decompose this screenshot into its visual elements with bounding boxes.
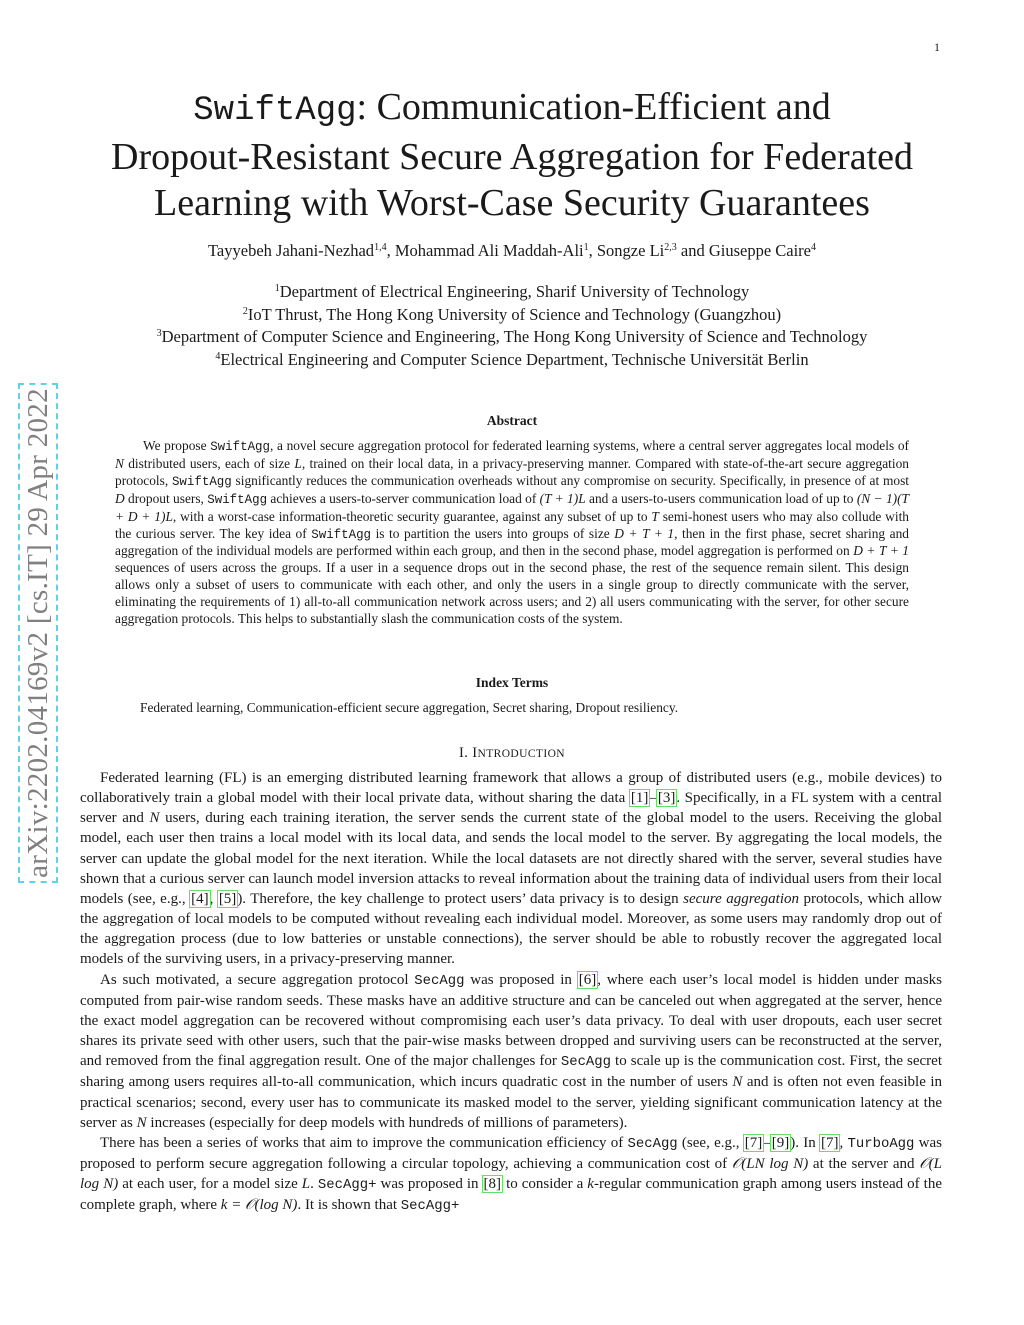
citation-8[interactable]: [8] (483, 1176, 502, 1193)
affiliations (60, 281, 964, 371)
citation-3[interactable]: [3] (657, 790, 676, 807)
citation-9[interactable]: [9] (771, 1134, 790, 1151)
index-terms-heading: Index Terms (475, 675, 549, 690)
affiliation-4: $^4$Electrical Engineering and Computer Science Department, Technische Universität Berlin (215, 349, 809, 369)
title-protocol: SwiftAgg (193, 92, 357, 130)
citation-7b[interactable]: [7] (820, 1134, 839, 1151)
abstract-body: We propose SwiftAgg, a novel secure aggregation protocol for federated learning systems, where a central server aggregates local models of N distributed users, each of size L, trained on their local data, in a privacy-preserving manner. Compared with state-of-the-art secure aggregation protocols, SwiftAgg significantly reduces the communication overheads without any compromise on security. Specifically, in presence of at most D dropout users, SwiftAgg achieves a users-to-server communication load of (T + 1)L and a users-to-users communication load of up to (N − 1)(T + D + 1)L, with a worst-case information-theoretic security guarantee, against any subset of up to T semi-honest users who may also collude with the curious server. The key idea of SwiftAgg is to partition the users into groups of size D + T + 1, then in the first phase, secret sharing and aggregation of the individual models are performed within each group, and then in the second phase, model aggregation is performed on D + T + 1 sequences of users across the groups. If a user in a sequence drops out in the second phase, the rest of the sequence remain silent. This design allows only a subset of users to communicate with each other, and only the users in a single group to directly communicate with the server, eliminating the requirements of 1) all-to-all communication network across users; and 2) all users communicating with the server, for other secure aggregation protocols. This helps to substantially slash the communication costs of the system. (115, 438, 910, 627)
intro-paragraph-2: As such motivated, a secure aggregation protocol SecAgg was proposed in [6], where each user’s local model is hidden under masks computed from pair-wise random seeds. These masks have an additive structure and can be canceled out when aggregated at the server, hence the exact model aggregation can be recovered without compromising each user’s data privacy. To deal with user dropouts, each user secret shares its private seed with other users, such that the pair-wise masks between dropped and surviving users can be reconstructed at the server, and removed from the final aggregation result. One of the major challenges for SecAgg to scale up is the communication cost. First, the secret sharing among users requires all-to-all communication, which incurs quadratic cost in the number of users N and is often not even feasible in practical scenarios; second, every user has to communicate its masked model to the server, yielding significant communication latency at the server as N increases (especially for deep models with hundreds of millions of parameters). (80, 971, 942, 1131)
affiliation-2: $^2$IoT Thrust, The Hong Kong University of Science and Technology (Guangzhou) (242, 304, 782, 324)
introduction-body (80, 768, 942, 1216)
citation-4[interactable]: [4] (191, 890, 209, 907)
citation-1[interactable]: [1] (630, 790, 649, 807)
page-number: 1 (934, 40, 940, 54)
citation-7[interactable]: [7] (744, 1134, 763, 1151)
affiliation-1: $^1$Department of Electrical Engineering, Sharif University of Technology (274, 282, 750, 301)
intro-paragraph-1: Federated learning (FL) is an emerging distributed learning framework that allows a group of distributed users (e.g., mobile devices) to collaboratively train a global model with their local private data, without sharing the data [1]–[3]. Specifically, in a FL system with a central server and N users, during each training iteration, the server sends the current state of the global model to the users. Receiving the global model, each user then trains a local model with its local data, and sends the local model to the server. By aggregating the local models, the server can update the global model for the next iteration. While the local datasets are not directly shared with the server, several studies have shown that a curious server can launch model inversion attacks to reveal information about the training data of individual users from their local models (see, e.g., [4], [5]). Therefore, the key challenge to protect users’ data privacy is to design secure aggregation protocols, which allow the aggregation of local models to be computed without revealing each individual model. Moreover, as some users may randomly drop out of the aggregation process (due to low batteries or unstable connections), the server should be able to robustly recover the aggregated local models of the surviving users, in a privacy-preserving manner. (80, 770, 942, 968)
citation-6[interactable]: [6] (578, 971, 597, 988)
intro-paragraph-3: There has been a series of works that aim to improve the communication efficiency of SecAgg (see, e.g., [7]–[9]). In [7], TurboAgg was proposed to perform secure aggregation following a circular topology, achieving a communication cost of 𝒪(LN log N) at the server and 𝒪(L log N) at each user, for a model size L. SecAgg+ was proposed in [8] to consider a k-regular communication graph among users instead of the complete graph, where k = 𝒪(log N). It is shown that SecAgg+ (80, 1134, 943, 1215)
paper-title: SwiftAgg: Communication-Efficient and Dropout-Resistant Secure Aggregation for Federated Learning with Worst-Case Security Guarantees (111, 86, 913, 224)
author-list: Tayyebeh Jahani-Nezhad$^{1,4}$, Mohammad Ali Maddah-Ali$^1$, Songze Li$^{2,3}$ and Giuseppe Caire$^4$ (208, 241, 816, 260)
arxiv-stamp[interactable]: arXiv:2202.04169v2 [cs.IT] 29 Apr 2022 (18, 383, 58, 883)
index-terms: Federated learning, Communication-efficient secure aggregation, Secret sharing, Dropout resiliency. (140, 700, 679, 715)
affiliation-3: $^3$Department of Computer Science and Engineering, The Hong Kong University of Science and Technology (156, 327, 868, 346)
abstract-heading: Abstract (486, 413, 538, 428)
citation-5[interactable]: [5] (218, 890, 237, 907)
section-heading-introduction: I. INTRODUCTION (459, 745, 565, 761)
